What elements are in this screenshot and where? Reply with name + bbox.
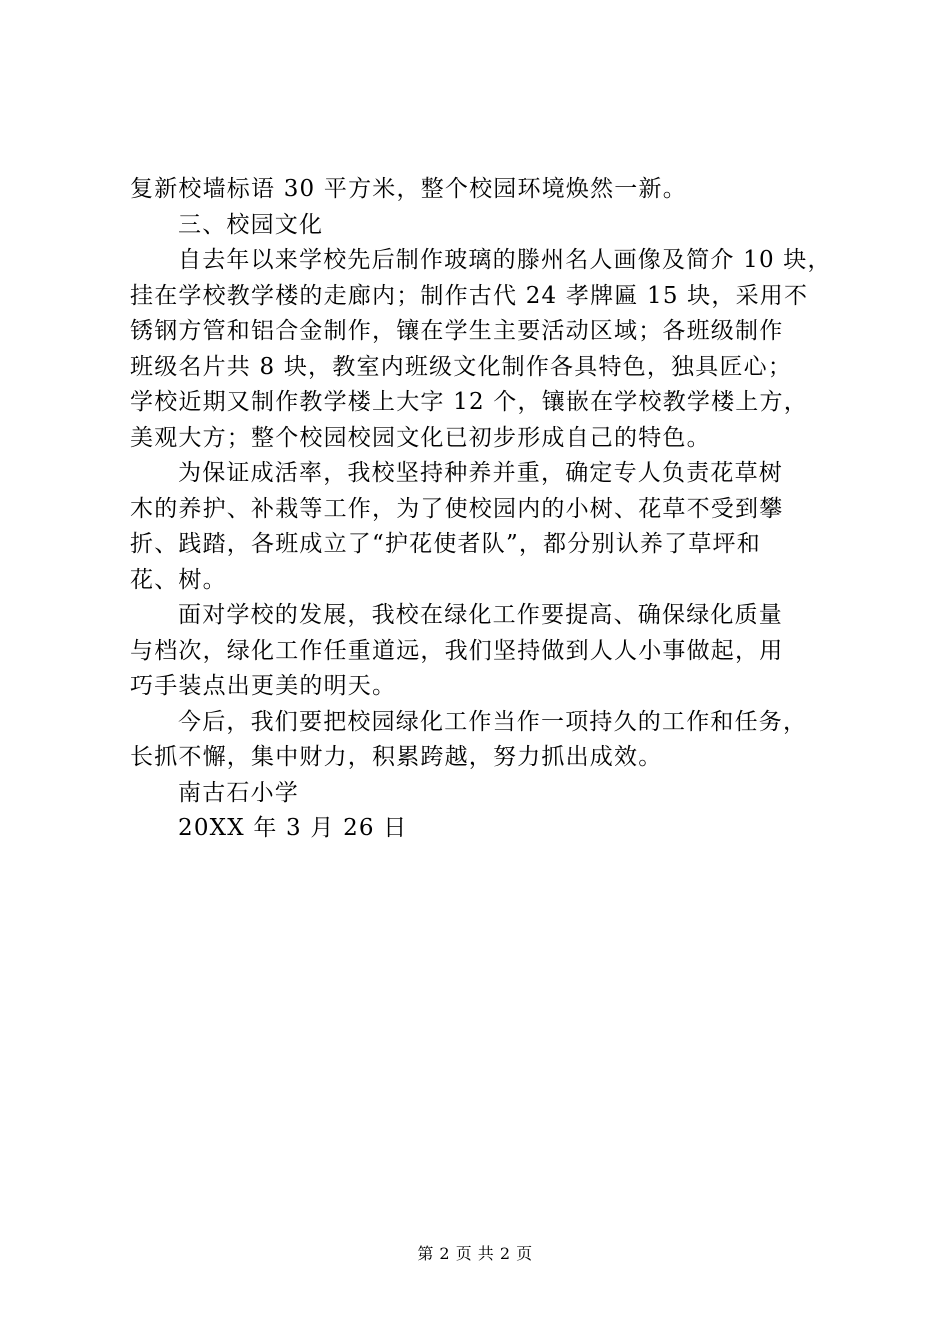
document-body bbox=[130, 172, 835, 847]
text-line: 面对学校的发展，我校在绿化工作要提高、确保绿化质量 bbox=[178, 602, 783, 628]
signature-school-name: 南古石小学 bbox=[178, 779, 299, 806]
section-heading: 三、校园文化 bbox=[178, 211, 324, 238]
page-number: 第 2 页 共 2 页 bbox=[417, 1244, 533, 1263]
text-line: 锈钢方管和铝合金制作，镶在学生主要活动区域；各班级制作 bbox=[130, 318, 784, 344]
text-line: 花、树。 bbox=[130, 566, 227, 593]
text-line: 学校近期又制作教学楼上大字 12 个，镶嵌在学校教学楼上方， bbox=[130, 389, 808, 415]
page-footer bbox=[0, 1244, 950, 1264]
text-line: 木的养护、补栽等工作，为了使校园内的小树、花草不受到攀 bbox=[130, 495, 784, 522]
text-line: 为保证成活率，我校坚持种养并重，确定专人负责花草树 bbox=[178, 460, 783, 486]
text-line: 美观大方；整个校园校园文化已初步形成自己的特色。 bbox=[130, 424, 711, 451]
text-line: 班级名片共 8 块，教室内班级文化制作各具特色，独具匠心； bbox=[130, 353, 793, 380]
text-line: 自去年以来学校先后制作玻璃的滕州名人画像及简介 10 块， bbox=[178, 247, 832, 273]
text-line: 折、践踏，各班成立了“护花使者队”，都分别认养了草坪和 bbox=[130, 531, 761, 557]
text-line: 今后，我们要把校园绿化工作当作一项持久的工作和任务， bbox=[178, 708, 808, 735]
text-line: 复新校墙标语 30 平方米，整个校园环境焕然一新。 bbox=[130, 176, 687, 202]
text-line: 与档次，绿化工作任重道远，我们坚持做到人人小事做起，用 bbox=[130, 637, 784, 664]
text-line: 巧手装点出更美的明天。 bbox=[130, 673, 397, 699]
text-line: 长抓不懈，集中财力，积累跨越，努力抓出成效。 bbox=[130, 744, 663, 770]
signature-date: 20XX 年 3 月 26 日 bbox=[178, 815, 408, 841]
text-line: 挂在学校教学楼的走廊内；制作古代 24 孝牌匾 15 块，采用不 bbox=[130, 282, 809, 309]
